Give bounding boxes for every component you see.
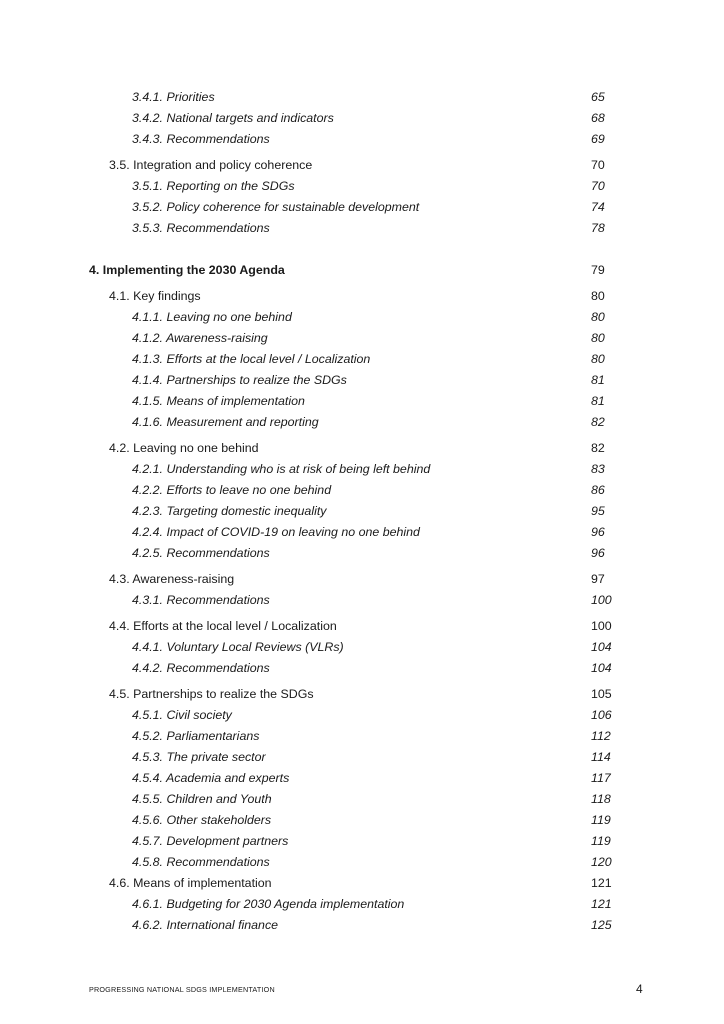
toc-entry[interactable] [0, 543, 724, 563]
footer-page-number: 4 [636, 982, 643, 996]
toc-entry-title: 4.2.4. Impact of COVID-19 on leaving no one behind [132, 525, 420, 539]
toc-section-title: 4.5. Partnerships to realize the SDGs [109, 687, 314, 701]
toc-entry-page: 68 [591, 111, 605, 125]
toc-entry-title: 3.4.1. Priorities [132, 90, 215, 104]
toc-entry[interactable] [0, 637, 724, 657]
toc-entry-page: 106 [591, 708, 612, 722]
toc-entry-page: 80 [591, 331, 605, 345]
toc-section[interactable] [0, 438, 724, 458]
toc-entry-title: 4.1.6. Measurement and reporting [132, 415, 319, 429]
toc-section[interactable] [0, 684, 724, 704]
toc-entry-page: 70 [591, 179, 605, 193]
toc-entry-page: 125 [591, 918, 612, 932]
toc-entry-page: 82 [591, 415, 605, 429]
toc-entry[interactable] [0, 459, 724, 479]
toc-section-title: 4.6. Means of implementation [109, 876, 272, 890]
toc-entry[interactable] [0, 129, 724, 149]
toc-entry[interactable] [0, 197, 724, 217]
toc-entry-title: 3.4.2. National targets and indicators [132, 111, 334, 125]
toc-entry[interactable] [0, 522, 724, 542]
toc-entry[interactable] [0, 658, 724, 678]
toc-entry[interactable] [0, 412, 724, 432]
toc-entry-page: 118 [591, 792, 611, 806]
toc-entry-title: 4.1.5. Means of implementation [132, 394, 305, 408]
toc-entry-title: 4.1.2. Awareness-raising [132, 331, 268, 345]
toc-entry-title: 4.4.1. Voluntary Local Reviews (VLRs) [132, 640, 344, 654]
toc-entry-title: 3.5.1. Reporting on the SDGs [132, 179, 295, 193]
toc-entry-title: 4.2.3. Targeting domestic inequality [132, 504, 327, 518]
toc-entry[interactable] [0, 768, 724, 788]
toc-entry-page: 83 [591, 462, 605, 476]
toc-entry-title: 4.1.3. Efforts at the local level / Localization [132, 352, 371, 366]
toc-entry-title: 4.5.3. The private sector [132, 750, 266, 764]
toc-entry[interactable] [0, 915, 724, 935]
toc-entry[interactable] [0, 810, 724, 830]
toc-entry-title: 4.5.1. Civil society [132, 708, 232, 722]
toc-entry-title: 3.5.3. Recommendations [132, 221, 270, 235]
toc-entry-page: 104 [591, 661, 612, 675]
toc-section[interactable] [0, 155, 724, 175]
toc-entry-title: 4.6.1. Budgeting for 2030 Agenda implementation [132, 897, 405, 911]
toc-entry-title: 4.3.1. Recommendations [132, 593, 270, 607]
toc-entry-page: 121 [591, 897, 612, 911]
toc-entry-page: 80 [591, 310, 605, 324]
toc-entry[interactable] [0, 349, 724, 369]
toc-section-page: 80 [591, 289, 605, 303]
toc-entry-page: 119 [591, 813, 611, 827]
toc-chapter-page: 79 [591, 263, 605, 277]
toc-section[interactable] [0, 616, 724, 636]
toc-section-page: 121 [591, 876, 612, 890]
toc-section-page: 100 [591, 619, 612, 633]
toc-entry-title: 4.1.1. Leaving no one behind [132, 310, 292, 324]
toc-entry[interactable] [0, 705, 724, 725]
toc-section[interactable] [0, 569, 724, 589]
toc-entry-title: 4.2.2. Efforts to leave no one behind [132, 483, 332, 497]
toc-section-title: 4.3. Awareness-raising [109, 572, 235, 586]
toc-entry[interactable] [0, 501, 724, 521]
toc-entry[interactable] [0, 894, 724, 914]
toc-entry-title: 4.4.2. Recommendations [132, 661, 270, 675]
toc-section-page: 97 [591, 572, 605, 586]
toc-chapter-title: 4. Implementing the 2030 Agenda [89, 263, 285, 277]
toc-section-page: 70 [591, 158, 605, 172]
toc-entry-page: 96 [591, 546, 605, 560]
toc-entry[interactable] [0, 328, 724, 348]
toc-entry-title: 3.4.3. Recommendations [132, 132, 270, 146]
toc-entry-title: 4.2.5. Recommendations [132, 546, 270, 560]
toc-entry[interactable] [0, 391, 724, 411]
toc-entry-title: 4.1.4. Partnerships to realize the SDGs [132, 373, 347, 387]
toc-section[interactable] [0, 873, 724, 893]
toc-entry[interactable] [0, 852, 724, 872]
toc-entry[interactable] [0, 87, 724, 107]
toc-entry-page: 120 [591, 855, 612, 869]
toc-entry-title: 4.5.2. Parliamentarians [132, 729, 260, 743]
toc-entry-title: 4.5.4. Academia and experts [132, 771, 290, 785]
toc-section-title: 4.2. Leaving no one behind [109, 441, 259, 455]
toc-entry-page: 69 [591, 132, 605, 146]
toc-entry[interactable] [0, 789, 724, 809]
toc-entry-page: 74 [591, 200, 605, 214]
toc-section[interactable] [0, 286, 724, 306]
toc-entry-page: 81 [591, 373, 605, 387]
toc-entry[interactable] [0, 370, 724, 390]
toc-entry-page: 104 [591, 640, 612, 654]
toc-entry-page: 114 [591, 750, 611, 764]
toc-section-page: 105 [591, 687, 612, 701]
toc-section-title: 4.4. Efforts at the local level / Localization [109, 619, 337, 633]
toc-entry-page: 95 [591, 504, 605, 518]
toc-entry[interactable] [0, 108, 724, 128]
toc-entry[interactable] [0, 726, 724, 746]
toc-entry[interactable] [0, 218, 724, 238]
toc-section-page: 82 [591, 441, 605, 455]
toc-entry-page: 119 [591, 834, 611, 848]
toc-entry-title: 4.6.2. International finance [132, 918, 279, 932]
toc-entry-page: 112 [591, 729, 611, 743]
toc-section-title: 4.1. Key findings [109, 289, 201, 303]
toc-entry-page: 65 [591, 90, 605, 104]
toc-entry-page: 80 [591, 352, 605, 366]
toc-section-title: 3.5. Integration and policy coherence [109, 158, 313, 172]
toc-entry-page: 78 [591, 221, 605, 235]
toc-entry[interactable] [0, 831, 724, 851]
toc-entry-title: 4.5.5. Children and Youth [132, 792, 272, 806]
toc-entry-title: 4.5.7. Development partners [132, 834, 289, 848]
toc-entry-page: 96 [591, 525, 605, 539]
toc-entry-page: 86 [591, 483, 605, 497]
footer-document-title: PROGRESSING NATIONAL SDGS IMPLEMENTATION [89, 985, 275, 994]
toc-entry-title: 4.5.6. Other stakeholders [132, 813, 272, 827]
toc-entry-page: 117 [591, 771, 611, 785]
toc-entry-page: 81 [591, 394, 605, 408]
toc-entry-title: 4.5.8. Recommendations [132, 855, 270, 869]
toc-entry[interactable] [0, 590, 724, 610]
toc-chapter[interactable] [0, 260, 724, 280]
toc-entry[interactable] [0, 480, 724, 500]
toc-entry-page: 100 [591, 593, 612, 607]
toc-entry[interactable] [0, 747, 724, 767]
toc-entry[interactable] [0, 307, 724, 327]
toc-entry[interactable] [0, 176, 724, 196]
toc-entry-title: 4.2.1. Understanding who is at risk of being left behind [132, 462, 431, 476]
toc-entry-title: 3.5.2. Policy coherence for sustainable development [132, 200, 420, 214]
